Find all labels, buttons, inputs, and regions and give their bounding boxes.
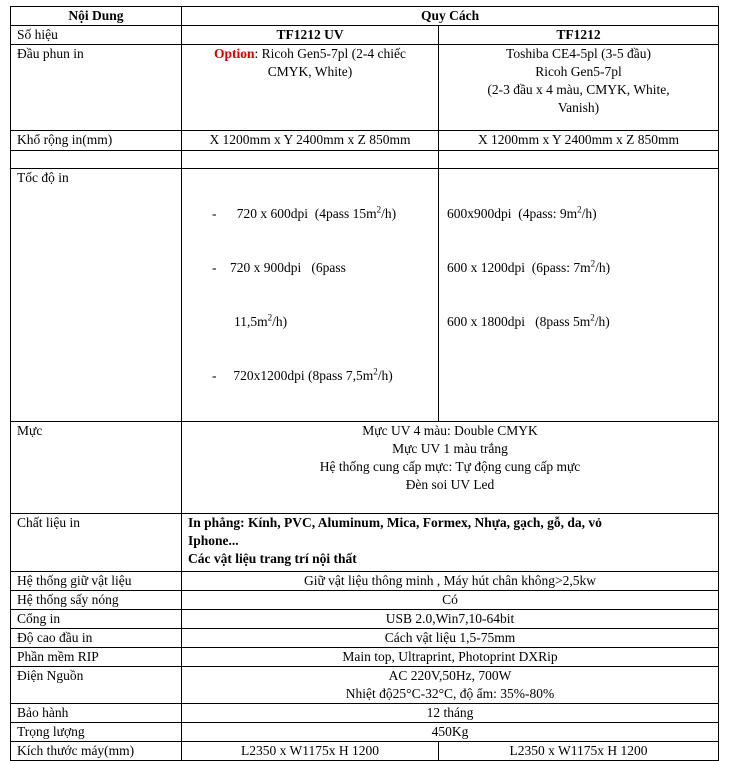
row-label: Hệ thống sấy nóng xyxy=(11,591,182,610)
speed-b-line: 600 x 1800dpi (8pass 5m xyxy=(447,314,591,329)
table-row xyxy=(11,610,719,629)
port-value: USB 2.0,Win7,10-64bit xyxy=(182,610,719,629)
printhead-b-line: (2-3 đầu x 4 màu, CMYK, White, xyxy=(487,82,670,97)
printhead-a xyxy=(182,45,439,131)
power-line: Nhiệt độ25°C-32°C, độ ẩm: 35%-80% xyxy=(345,686,555,701)
speed-b-line: 600 x 1200dpi (6pass: 7m xyxy=(447,260,591,275)
row-label: Cổng in xyxy=(11,610,182,629)
table-row xyxy=(11,45,719,131)
ink-line: Mực UV 4 màu: Double CMYK xyxy=(362,423,538,438)
row-label: Khổ rộng in(mm) xyxy=(11,131,182,151)
table-row xyxy=(11,514,719,572)
rip-value: Main top, Ultraprint, Photoprint DXRip xyxy=(182,648,719,667)
width-b: X 1200mm x Y 2400mm x Z 850mm xyxy=(439,131,719,151)
row-label: Mực xyxy=(11,422,182,514)
ink-line: Mực UV 1 màu trắng xyxy=(392,441,508,456)
size-b: L2350 x W1175x H 1200 xyxy=(439,742,719,761)
speed-a: - 720 x 600dpi (4pass $15m^2/h$) - 720 x 900dpi (6pass $11,5m^2/h$) - 720x1200dpi (8pass $7,5m^2/h$) xyxy=(182,169,439,422)
table-row xyxy=(11,591,719,610)
material-line: Các vật liệu trang trí nội thất xyxy=(188,551,357,566)
table-row xyxy=(11,26,719,45)
width-a: X 1200mm x Y 2400mm x Z 850mm xyxy=(182,131,439,151)
height-value: Cách vật liệu 1,5-75mm xyxy=(182,629,719,648)
power-line: AC 220V,50Hz, 700W xyxy=(388,668,512,683)
spec-table xyxy=(10,6,719,761)
printhead-a-text1: : Ricoh Gen5-7pl (2-4 chiếc xyxy=(254,46,406,61)
printhead-b-line: Vanish) xyxy=(557,100,600,115)
speed-b-line: 600x900dpi (4pass: 9m xyxy=(447,206,578,221)
row-label: Độ cao đầu in xyxy=(11,629,182,648)
speed-a-line: - 720 x 600dpi (4pass 15m xyxy=(212,206,377,221)
printhead-b-line: Ricoh Gen5-7pl xyxy=(535,64,622,79)
row-label: Kích thước máy(mm) xyxy=(11,742,182,761)
row-label: Hệ thống giữ vật liệu xyxy=(11,572,182,591)
row-label: Số hiệu xyxy=(11,26,182,45)
table-row xyxy=(11,629,719,648)
warranty-value: 12 tháng xyxy=(182,704,719,723)
material-value xyxy=(182,514,719,572)
table-row xyxy=(11,131,719,151)
row-label: Tốc độ in xyxy=(11,169,182,422)
table-row xyxy=(11,422,719,514)
table-row xyxy=(11,169,719,422)
size-a: L2350 x W1175x H 1200 xyxy=(182,742,439,761)
header-content: Nội Dung xyxy=(11,7,182,26)
table-row xyxy=(11,704,719,723)
speed-a-line: - 720 x 900dpi (6pass xyxy=(212,260,346,275)
table-row xyxy=(11,648,719,667)
ink-line: Đèn soi UV Led xyxy=(405,477,495,492)
row-label: Phần mềm RIP xyxy=(11,648,182,667)
header-spec: Quy Cách xyxy=(182,7,719,26)
row-label: Đầu phun in xyxy=(11,45,182,131)
material-line: Iphone... xyxy=(188,533,239,548)
row-label: Điện Nguồn xyxy=(11,667,182,704)
speed-b: 600x900dpi (4pass: $9m^2/h$) 600 x 1200dpi (6pass: $7m^2/h$) 600 x 1800dpi (8pass $5m^2/h$) xyxy=(439,169,719,422)
vacuum-value: Giữ vật liệu thông minh , Máy hút chân không>2,5kw xyxy=(182,572,719,591)
row-label: Bảo hành xyxy=(11,704,182,723)
table-row xyxy=(11,7,719,26)
heating-value: Có xyxy=(182,591,719,610)
speed-a-line: - 720x1200dpi (8pass 7,5m xyxy=(212,368,374,383)
table-row-spacer xyxy=(11,151,719,169)
model-b: TF1212 xyxy=(439,26,719,45)
option-label: Option xyxy=(214,46,255,61)
printhead-b xyxy=(439,45,719,131)
row-label: Trọng lượng xyxy=(11,723,182,742)
model-a: TF1212 UV xyxy=(182,26,439,45)
material-line: In phẳng: Kính, PVC, Aluminum, Mica, Formex, Nhựa, gạch, gỗ, da, vỏ xyxy=(188,515,602,530)
ink-value xyxy=(182,422,719,514)
table-row xyxy=(11,572,719,591)
row-label: Chất liệu in xyxy=(11,514,182,572)
power-value xyxy=(182,667,719,704)
printhead-a-text2: CMYK, White) xyxy=(267,64,353,79)
table-row xyxy=(11,667,719,704)
table-row xyxy=(11,742,719,761)
weight-value: 450Kg xyxy=(182,723,719,742)
table-row xyxy=(11,723,719,742)
ink-line: Hệ thống cung cấp mực: Tự động cung cấp mực xyxy=(319,459,581,474)
printhead-b-line: Toshiba CE4-5pl (3-5 đầu) xyxy=(506,46,651,61)
